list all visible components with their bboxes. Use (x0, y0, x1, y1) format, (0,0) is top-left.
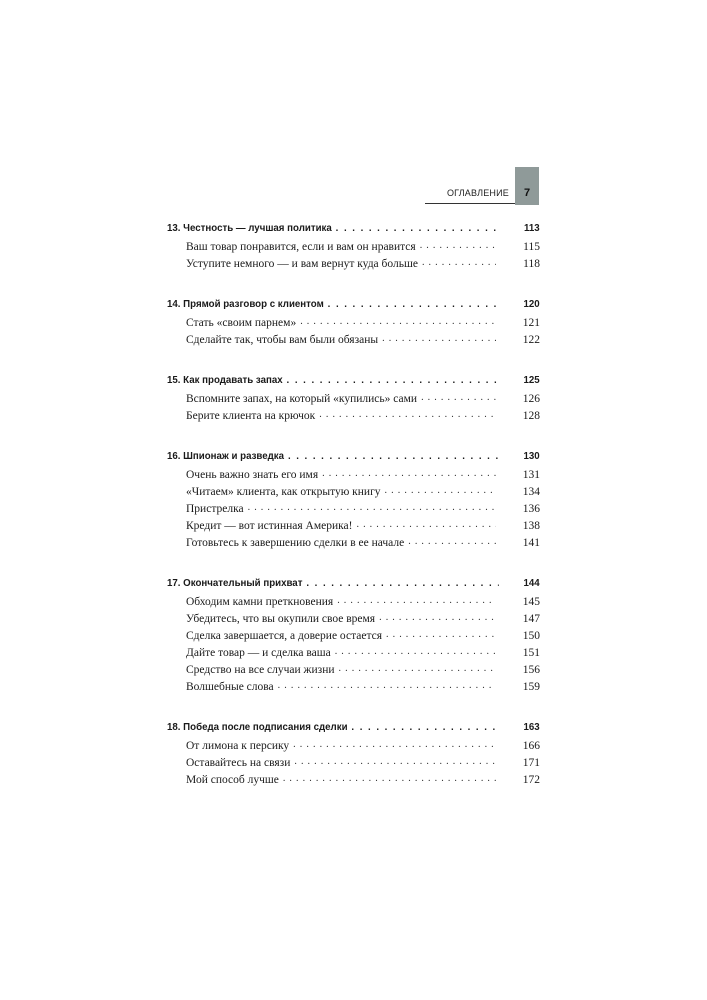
section-page-number: 150 (522, 629, 540, 642)
running-header-title: ОГЛАВЛЕНИЕ (446, 188, 509, 198)
section-page-number: 145 (522, 595, 540, 608)
chapter-page-number: 120 (523, 299, 540, 310)
page-number-tab (515, 167, 539, 205)
dot-leader (421, 390, 496, 402)
chapter-entry[interactable] (167, 720, 540, 735)
dot-leader (294, 754, 496, 766)
dot-leader (339, 661, 496, 673)
section-page-number: 159 (522, 680, 540, 693)
section-entry[interactable] (167, 771, 540, 788)
section-entry[interactable] (167, 466, 540, 483)
dot-leader (422, 255, 496, 267)
section-page-number: 166 (522, 739, 540, 752)
section-page-number: 128 (522, 409, 540, 422)
dot-leader (300, 314, 496, 326)
section-entry[interactable] (167, 610, 540, 627)
section-title: Берите клиента на крючок (186, 409, 316, 422)
chapter-page-number: 113 (524, 223, 540, 234)
table-of-contents (167, 221, 540, 813)
dot-leader (319, 407, 496, 419)
section-title: Сделка завершается, а доверие остается (186, 629, 382, 642)
dot-leader (408, 534, 496, 546)
chapter-entry[interactable] (167, 221, 540, 236)
chapter-page-number: 130 (523, 451, 540, 462)
section-title: От лимона к персику (186, 739, 290, 752)
chapter-title: 18. Победа после подписания сделки (167, 722, 348, 733)
dot-leader (335, 644, 496, 656)
section-page-number: 172 (522, 773, 540, 786)
toc-chapter (167, 720, 540, 788)
section-page-number: 121 (522, 316, 540, 329)
toc-chapter (167, 449, 540, 551)
dot-leader (336, 221, 499, 231)
section-page-number: 115 (523, 240, 540, 253)
section-page-number: 118 (523, 257, 540, 270)
toc-chapter (167, 373, 540, 424)
section-title: Уступите немного — и вам вернут куда больше (186, 257, 418, 270)
chapter-page-number: 163 (523, 722, 540, 733)
section-title: Кредит — вот истинная Америка! (186, 519, 353, 532)
section-entry[interactable] (167, 331, 540, 348)
dot-leader (283, 771, 496, 783)
dot-leader (382, 331, 496, 343)
section-entry[interactable] (167, 661, 540, 678)
chapter-page-number: 125 (523, 375, 540, 386)
chapter-title: 14. Прямой разговор с клиентом (167, 299, 324, 310)
chapter-entry[interactable] (167, 297, 540, 312)
chapter-title: 17. Окончательный прихват (167, 578, 303, 589)
dot-leader (288, 449, 499, 459)
section-title: Сделайте так, чтобы вам были обязаны (186, 333, 379, 346)
section-title: Мой способ лучше (186, 773, 279, 786)
section-entry[interactable] (167, 517, 540, 534)
dot-leader (322, 466, 496, 478)
chapter-page-number: 144 (523, 578, 540, 589)
section-title: Средство на все случаи жизни (186, 663, 335, 676)
section-entry[interactable] (167, 255, 540, 272)
section-entry[interactable] (167, 737, 540, 754)
section-entry[interactable] (167, 483, 540, 500)
section-entry[interactable] (167, 238, 540, 255)
dot-leader (420, 238, 496, 250)
running-header (0, 167, 707, 207)
dot-leader (337, 593, 496, 605)
page-number: 7 (523, 187, 531, 199)
dot-leader (351, 720, 499, 730)
chapter-title: 16. Шпионаж и разведка (167, 451, 285, 462)
section-entry[interactable] (167, 500, 540, 517)
chapter-entry[interactable] (167, 373, 540, 388)
dot-leader (248, 500, 496, 512)
section-entry[interactable] (167, 407, 540, 424)
dot-leader (328, 297, 499, 307)
section-entry[interactable] (167, 678, 540, 695)
toc-chapter (167, 297, 540, 348)
section-title: Волшебные слова (186, 680, 274, 693)
section-title: Стать «своим парнем» (186, 316, 297, 329)
chapter-entry[interactable] (167, 576, 540, 591)
dot-leader (385, 483, 496, 495)
section-entry[interactable] (167, 534, 540, 551)
section-page-number: 171 (522, 756, 540, 769)
section-page-number: 122 (522, 333, 540, 346)
dot-leader (293, 737, 496, 749)
section-page-number: 147 (522, 612, 540, 625)
chapter-title: 13. Честность — лучшая политика (167, 223, 332, 234)
section-page-number: 156 (522, 663, 540, 676)
section-entry[interactable] (167, 644, 540, 661)
section-title: Ваш товар понравится, если и вам он нравится (186, 240, 416, 253)
section-page-number: 151 (522, 646, 540, 659)
toc-chapter (167, 576, 540, 695)
section-page-number: 134 (522, 485, 540, 498)
section-title: Дайте товар — и сделка ваша (186, 646, 331, 659)
toc-chapter (167, 221, 540, 272)
section-title: Убедитесь, что вы окупили свое время (186, 612, 376, 625)
section-page-number: 136 (522, 502, 540, 515)
section-entry[interactable] (167, 593, 540, 610)
dot-leader (278, 678, 496, 690)
dot-leader (287, 373, 499, 383)
section-entry[interactable] (167, 754, 540, 771)
section-page-number: 138 (522, 519, 540, 532)
section-entry[interactable] (167, 627, 540, 644)
section-entry[interactable] (167, 390, 540, 407)
section-page-number: 126 (522, 392, 540, 405)
section-page-number: 141 (522, 536, 540, 549)
section-entry[interactable] (167, 314, 540, 331)
section-title: Вспомните запах, на который «купились» сами (186, 392, 418, 405)
section-title: «Читаем» клиента, как открытую книгу (186, 485, 381, 498)
dot-leader (379, 610, 496, 622)
section-title: Готовьтесь к завершению сделки в ее начале (186, 536, 405, 549)
section-title: Очень важно знать его имя (186, 468, 319, 481)
section-title: Обходим камни преткновения (186, 595, 334, 608)
chapter-entry[interactable] (167, 449, 540, 464)
chapter-title: 15. Как продавать запах (167, 375, 283, 386)
section-title: Оставайтесь на связи (186, 756, 291, 769)
header-rule (425, 203, 515, 204)
section-title: Пристрелка (186, 502, 244, 515)
section-page-number: 131 (522, 468, 540, 481)
dot-leader (306, 576, 499, 586)
dot-leader (386, 627, 496, 639)
dot-leader (356, 517, 496, 529)
